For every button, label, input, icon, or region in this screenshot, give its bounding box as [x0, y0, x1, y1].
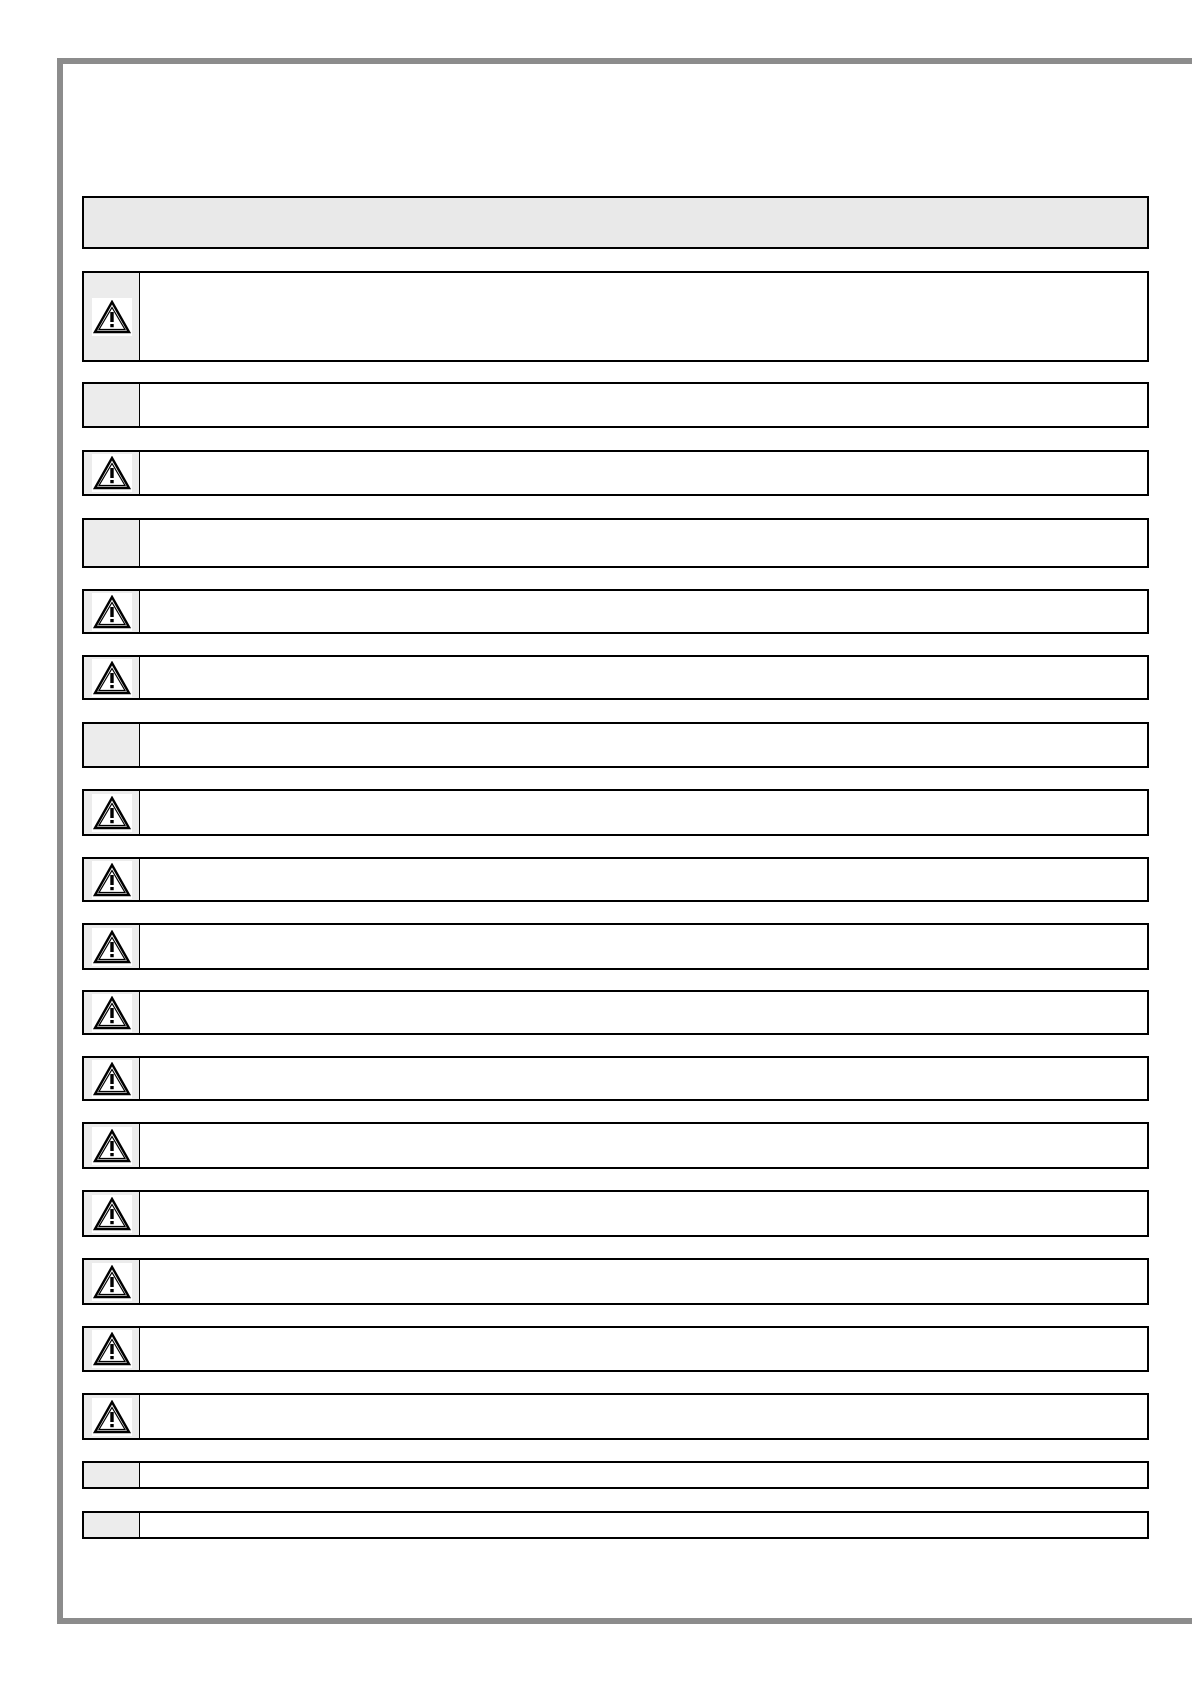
warning-triangle-icon — [92, 1398, 132, 1436]
row-icon-cell — [84, 452, 140, 494]
warning-triangle-icon — [92, 1195, 132, 1233]
instruction-row — [82, 857, 1149, 902]
row-text-cell — [140, 791, 1147, 834]
row-text-cell — [140, 591, 1147, 632]
row-text-cell — [140, 1328, 1147, 1370]
instruction-row — [82, 1122, 1149, 1169]
row-icon-cell — [84, 992, 140, 1033]
row-text-cell — [140, 859, 1147, 900]
row-icon-cell — [84, 384, 140, 426]
instruction-row — [82, 271, 1149, 362]
warning-triangle-icon — [92, 1127, 132, 1165]
row-text-cell — [140, 1463, 1147, 1487]
instruction-row — [82, 1190, 1149, 1237]
instruction-row — [82, 1056, 1149, 1101]
row-text-cell — [140, 1395, 1147, 1438]
row-text-cell — [140, 1513, 1147, 1537]
row-text-cell — [140, 657, 1147, 698]
warning-triangle-icon — [92, 1263, 132, 1301]
instruction-row — [82, 1461, 1149, 1489]
instruction-row — [82, 789, 1149, 836]
row-icon-cell — [84, 724, 140, 766]
instruction-row — [82, 450, 1149, 496]
instruction-row — [82, 518, 1149, 568]
instruction-row — [82, 1326, 1149, 1372]
row-icon-cell — [84, 1058, 140, 1099]
row-text-cell — [140, 520, 1147, 566]
row-icon-cell — [84, 1328, 140, 1370]
row-icon-cell — [84, 1513, 140, 1537]
row-icon-cell — [84, 1192, 140, 1235]
row-icon-cell — [84, 1463, 140, 1487]
row-text-cell — [140, 992, 1147, 1033]
row-icon-cell — [84, 1124, 140, 1167]
warning-triangle-icon — [92, 794, 132, 832]
row-icon-cell — [84, 591, 140, 632]
row-icon-cell — [84, 925, 140, 968]
row-text-cell — [140, 925, 1147, 968]
instruction-row — [82, 589, 1149, 634]
warning-triangle-icon — [92, 1060, 132, 1098]
warning-triangle-icon — [92, 861, 132, 899]
warning-triangle-icon — [92, 994, 132, 1032]
row-text-cell — [140, 1192, 1147, 1235]
instruction-row — [82, 1258, 1149, 1305]
row-text-cell — [140, 1058, 1147, 1099]
warning-triangle-icon — [92, 659, 132, 697]
instruction-row — [82, 1511, 1149, 1539]
instruction-row — [82, 655, 1149, 700]
instruction-row — [82, 382, 1149, 428]
row-icon-cell — [84, 273, 140, 360]
instruction-row — [82, 990, 1149, 1035]
warning-triangle-icon — [92, 454, 132, 492]
row-icon-cell — [84, 1260, 140, 1303]
warning-triangle-icon — [92, 593, 132, 631]
section-header-bar — [82, 196, 1149, 249]
row-text-cell — [140, 452, 1147, 494]
row-icon-cell — [84, 657, 140, 698]
row-text-cell — [140, 273, 1147, 360]
row-icon-cell — [84, 791, 140, 834]
row-icon-cell — [84, 1395, 140, 1438]
row-text-cell — [140, 724, 1147, 766]
row-icon-cell — [84, 859, 140, 900]
row-text-cell — [140, 1260, 1147, 1303]
warning-triangle-icon — [92, 1330, 132, 1368]
instruction-row — [82, 923, 1149, 970]
row-icon-cell — [84, 520, 140, 566]
instruction-row — [82, 722, 1149, 768]
warning-triangle-icon — [92, 298, 132, 336]
instruction-row — [82, 1393, 1149, 1440]
warning-triangle-icon — [92, 928, 132, 966]
row-text-cell — [140, 1124, 1147, 1167]
row-text-cell — [140, 384, 1147, 426]
